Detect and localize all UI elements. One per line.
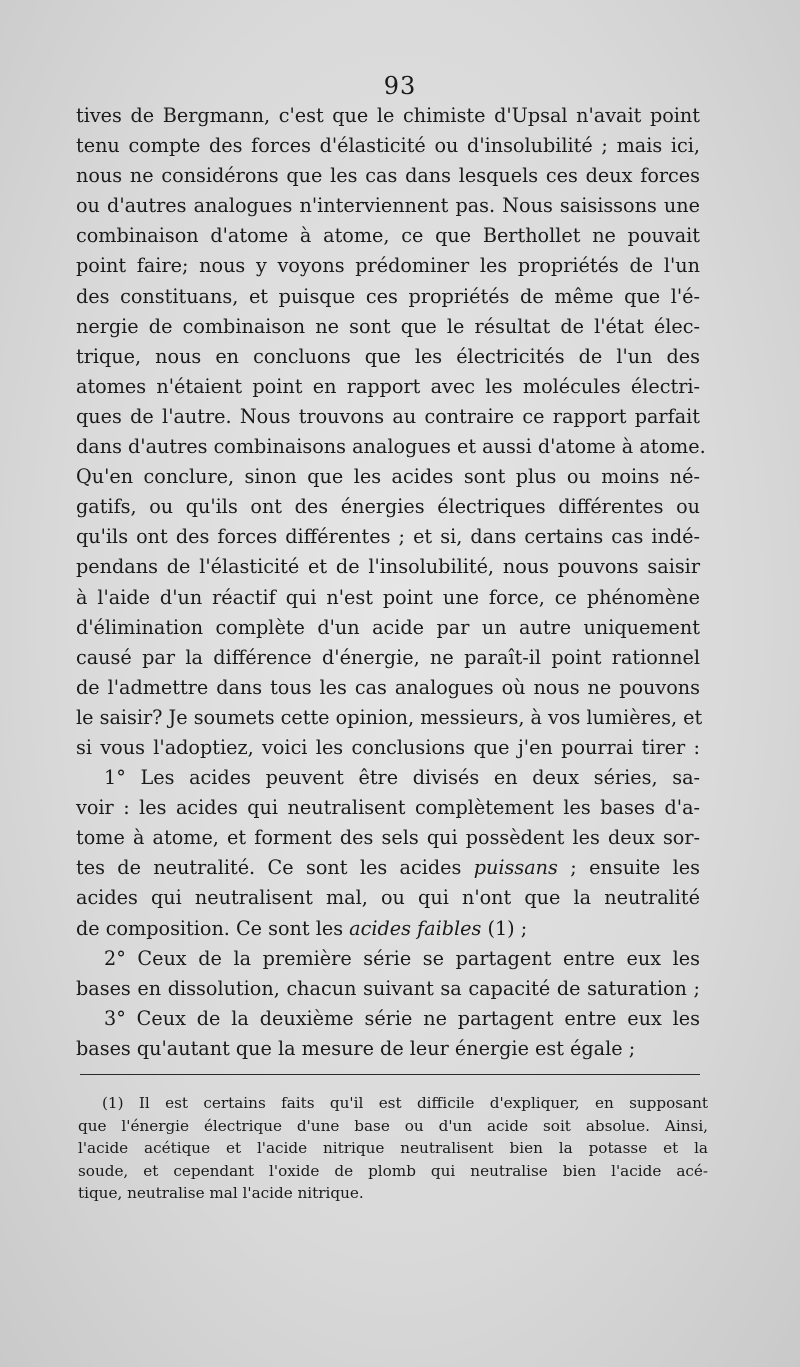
text-line: Qu'en conclure, sinon que les acides sont plus ou moins né- bbox=[76, 465, 700, 489]
italic-term: puissans bbox=[473, 856, 558, 880]
text-line: trique, nous en concluons que les électricités de l'un des bbox=[76, 344, 700, 368]
footnote-line: (1) Il est certains faits qu'il est difficile d'expliquer, en supposant bbox=[102, 1094, 708, 1112]
text-line: nergie de combinaison ne sont que le résultat de l'état élec- bbox=[76, 314, 700, 338]
text-line: tome à atome, et forment des sels qui possèdent les deux sor- bbox=[76, 826, 700, 850]
footnote-line: que l'énergie électrique d'une base ou d'un acide soit absolue. Ainsi, bbox=[78, 1116, 708, 1135]
text-line: nous ne considérons que les cas dans lesquels ces deux forces bbox=[76, 164, 700, 188]
text-line: le saisir? Je soumets cette opinion, messieurs, à vos lumières, et bbox=[76, 705, 703, 729]
text-line: atomes n'étaient point en rapport avec les molécules électri- bbox=[76, 374, 700, 398]
text-line: acides qui neutralisent mal, ou qui n'ont que la neutralité bbox=[76, 886, 700, 910]
text-line: des constituans, et puisque ces propriétés de même que l'é- bbox=[76, 284, 700, 308]
text-line: gatifs, ou qu'ils ont des énergies électriques différentes ou bbox=[76, 495, 700, 519]
footnotes bbox=[78, 1092, 708, 1205]
text-line: d'élimination complète d'un acide par un autre uniquement bbox=[76, 615, 700, 639]
text-segment: (1) ; bbox=[481, 916, 528, 940]
italic-term: acides faibles bbox=[349, 916, 482, 940]
footnote-line: l'acide acétique et l'acide nitrique neutralisent bien la potasse et la bbox=[78, 1139, 708, 1157]
text-line: ou d'autres analogues n'interviennent pas. Nous saisissons une bbox=[76, 194, 700, 218]
text-line: dans d'autres combinaisons analogues et aussi d'atome à atome. bbox=[76, 435, 706, 459]
text-line: à l'aide d'un réactif qui n'est point une force, ce phénomène bbox=[76, 585, 700, 609]
text-segment: ; ensuite les bbox=[557, 856, 700, 880]
text-line: causé par la différence d'énergie, ne paraît-il point rationnel bbox=[76, 645, 700, 669]
text-segment: tes de neutralité. Ce sont les acides bbox=[76, 856, 474, 880]
text-line: 3° Ceux de la deuxième série ne partagent entre eux les bbox=[104, 1006, 700, 1030]
text-line: si vous l'adoptiez, voici les conclusions que j'en pourrai tirer : bbox=[76, 735, 700, 759]
footnote-line: tique, neutralise mal l'acide nitrique. bbox=[78, 1184, 364, 1202]
text-line: combinaison d'atome à atome, ce que Berthollet ne pouvait bbox=[76, 224, 700, 248]
footnote-line: soude, et cependant l'oxide de plomb qui neutralise bien l'acide acé- bbox=[78, 1161, 708, 1180]
text-line: qu'ils ont des forces différentes ; et si, dans certains cas indé- bbox=[76, 525, 700, 549]
text-line: bases qu'autant que la mesure de leur énergie est égale ; bbox=[76, 1036, 636, 1060]
text-line bbox=[76, 914, 700, 944]
body-text bbox=[76, 101, 706, 1064]
text-line bbox=[76, 853, 700, 883]
text-line: tenu compte des forces d'élasticité ou d'insolubilité ; mais ici, bbox=[76, 134, 700, 158]
text-line: tives de Bergmann, c'est que le chimiste d'Upsal n'avait point bbox=[76, 104, 700, 127]
page-number: 93 bbox=[383, 72, 417, 100]
text-line: 2° Ceux de la première série se partagent entre eux les bbox=[104, 946, 700, 970]
text-line: 1° Les acides peuvent être divisés en deux séries, sa- bbox=[104, 766, 700, 790]
text-segment: de composition. Ce sont les bbox=[76, 916, 350, 940]
text-line: point faire; nous y voyons prédominer les propriétés de l'un bbox=[76, 254, 700, 278]
text-line: ques de l'autre. Nous trouvons au contraire ce rapport parfait bbox=[76, 404, 700, 428]
text-line: voir : les acides qui neutralisent complètement les bases d'a- bbox=[76, 796, 700, 820]
text-line: bases en dissolution, chacun suivant sa capacité de saturation ; bbox=[76, 976, 700, 1000]
footnote-rule bbox=[80, 1074, 700, 1075]
text-line: de l'admettre dans tous les cas analogues où nous ne pouvons bbox=[76, 675, 700, 699]
text-line: pendans de l'élasticité et de l'insolubilité, nous pouvons saisir bbox=[76, 555, 700, 579]
